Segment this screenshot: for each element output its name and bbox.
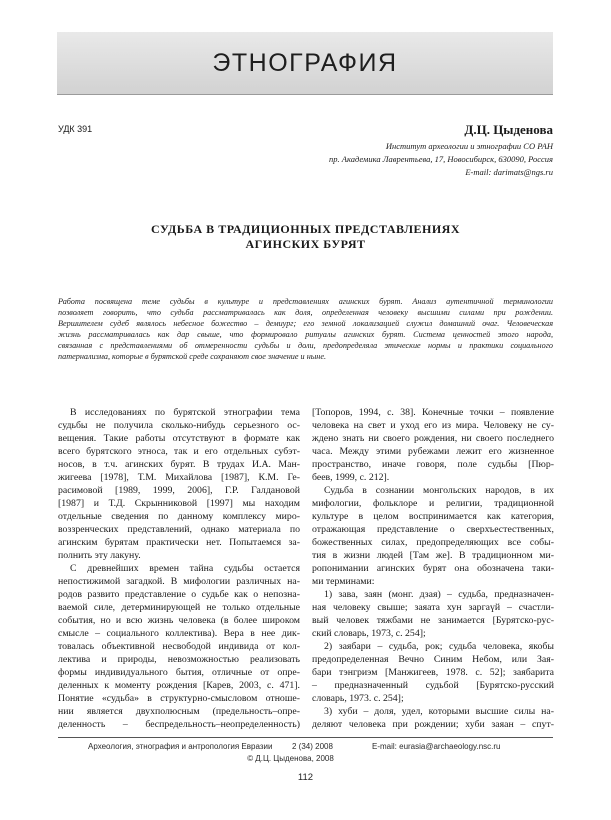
abstract-line: патернализма, которые в бурятской среде сохраняют свое значение и ныне. xyxy=(58,352,327,361)
affiliation-line: пр. Академика Лаврентьева, 17, Новосибирск, 630090, Россия xyxy=(329,154,553,164)
text-line: расимовой [1989, 1999, 2006], Г.Р. Галдановой xyxy=(58,485,300,496)
section-title: ЭТНОГРАФИЯ xyxy=(212,48,398,77)
text-line: полнить эту лакуну. xyxy=(58,550,141,561)
text-line: Понятие «судьба» в структурно-смысловом отноше- xyxy=(58,693,300,704)
article-title xyxy=(100,222,511,252)
text-line: агинским бурятам практически нет. Попытаемся за- xyxy=(58,537,300,548)
text-line: бари тэнгриэм [Манжигеев, 1978. с. 52]; заябарита xyxy=(312,667,554,678)
text-line: воззренческих представлений, однако материала по xyxy=(58,524,300,535)
section-banner xyxy=(57,32,553,95)
footer-journal-row xyxy=(58,741,553,753)
body-column-right xyxy=(312,406,554,731)
text-line: беев, 1999, с. 212]. xyxy=(312,472,390,483)
abstract-line: Работа посвящена теме судьбы в культуре и представлениях агинских бурят. Анализ аутентичной терминологии xyxy=(58,297,553,306)
text-line: ский словарь, 1973, с. 254]; xyxy=(312,628,426,639)
text-line: пространство, иначе говоря, поле судьбы [Пюр- xyxy=(312,459,554,470)
abstract-line: Вершителем судеб являлось небесное божество – демиург; его земной локализацией служил домашний очаг. Человеческая xyxy=(58,319,553,328)
text-line: тия в жизни людей [Там же]. В традиционном ми- xyxy=(312,550,554,561)
text-line: В исследованиях по бурятской этнографии тема xyxy=(70,407,300,418)
text-line: деленных к моменту рождения [Карев, 2003, с. 471]. xyxy=(58,680,300,691)
text-line: ми терминами: xyxy=(312,576,375,587)
author-affiliation xyxy=(193,140,553,179)
text-line: вещения. Такие работы отсутствуют в формате как xyxy=(58,433,300,444)
text-line: всего бурятского этноса, так и его отдельных субэт- xyxy=(58,446,300,457)
text-line: лектива и природы, невозможностью реализовать xyxy=(58,654,300,665)
text-line: – предназначенный судьбой [Бурятско-русский xyxy=(312,680,554,691)
udk-code: УДК 391 xyxy=(58,124,93,134)
text-line: 3) хуби – доля, удел, которыми высшие силы на- xyxy=(324,706,554,717)
text-line: носов, в т.ч. агинских бурят. В трудах И.А. Ман- xyxy=(58,459,300,470)
journal-email[interactable]: E-mail: eurasia@archaeology.nsc.ru xyxy=(372,742,501,751)
text-line: товалась объективной несвободой индивида от кол- xyxy=(58,641,300,652)
author-email[interactable]: E-mail: darimats@ngs.ru xyxy=(465,167,553,177)
text-line: деленность – беспредельность–неопределенность) xyxy=(58,719,300,730)
text-line: вый человек тяжбами не занимается [Бурятско-рус- xyxy=(312,615,554,626)
abstract-line: связанная с представлениями об отмеренности судьбы и доли, предопределяла этические нормы и практики социального xyxy=(58,341,553,350)
text-line: ждено знать ни своего рождения, ни своего последнего xyxy=(312,433,554,444)
text-line: смысле – социального коллектива). Вера в нее дик- xyxy=(58,628,300,639)
journal-issue: 2 (34) 2008 xyxy=(292,742,333,751)
copyright-line: © Д.Ц. Цыденова, 2008 xyxy=(247,754,334,763)
journal-name: Археология, этнография и антропология Евразии xyxy=(88,742,273,751)
text-line: отдельные сведения по данному комплексу миро- xyxy=(58,511,300,522)
text-line: родов развито представление о судьбе как о непозна- xyxy=(58,589,300,600)
text-line: [Топоров, 1994, с. 38]. Конечные точки – появление xyxy=(312,407,554,418)
text-line: 1) зава, заян (монг. дзая) – судьба, предназначен- xyxy=(324,589,554,600)
text-line: божественных силах, предопределяющих все собы- xyxy=(312,537,554,548)
text-line: ропонимании агинских бурят она обозначена таки- xyxy=(312,563,554,574)
text-line: события, но и всю жизнь человека (в более широком xyxy=(58,615,300,626)
abstract xyxy=(58,296,553,362)
text-line: словарь, 1973. с. 254]; xyxy=(312,693,404,704)
abstract-line: позволяет говорить, что судьба рассматривалась как доля, определенная человеку высшими силами при рождении. xyxy=(58,308,553,317)
title-line: АГИНСКИХ БУРЯТ xyxy=(245,237,366,251)
text-line: культуре в целом воспринимается как категория, xyxy=(312,511,554,522)
text-line: ная человеку свыше; заяата хун заргаүй – счастли- xyxy=(312,602,554,613)
text-line: часа. Между этими рубежами лежит его жизненное xyxy=(312,446,554,457)
text-line: 2) заябари – судьба, рок; судьба человека, якобы xyxy=(324,641,554,652)
text-line: ваемой силе, детерминирующей не только отдельные xyxy=(58,602,300,613)
text-line: жигеева [1978], Т.М. Михайлова [1987], К.М. Ге- xyxy=(58,472,300,483)
text-line: деляют человека при рождении; хуби заяан – спут- xyxy=(312,719,554,730)
text-line: отражающая представление о сверхъестественных, xyxy=(312,524,554,535)
affiliation-line: Институт археологии и этнографии СО РАН xyxy=(385,141,553,151)
author-name: Д.Ц. Цыденова xyxy=(464,122,553,137)
page-number: 112 xyxy=(297,772,314,783)
abstract-line: жизнь рассматривалась как дар свыше, что формировало ритуалы агинских бурят. Система ценностей этого народа, xyxy=(58,330,553,339)
title-line: СУДЬБА В ТРАДИЦИОННЫХ ПРЕДСТАВЛЕНИЯХ xyxy=(150,222,461,236)
text-line: мифологии, фольклоре и религии, традиционной xyxy=(312,498,554,509)
text-line: Судьба в сознании монгольских народов, в их xyxy=(324,485,554,496)
text-line: [1987] и Т.Д. Скрынниковой [1997] мы находим xyxy=(58,498,300,509)
text-line: С древнейших времен тайна судьбы остается xyxy=(70,563,300,574)
text-line: предопределенная Вечно Синим Небом, или Зая- xyxy=(312,654,554,665)
body-column-left xyxy=(58,406,300,731)
text-line: человека на свет и уход его из мира. Человеку не су- xyxy=(312,420,554,431)
page-footer xyxy=(58,741,553,765)
footer-rule xyxy=(58,737,553,738)
text-line: непостижимой загадкой. В мифологии различных на- xyxy=(58,576,300,587)
text-line: формы индивидуального бытия, отличные от опре- xyxy=(58,667,300,678)
text-line: судьбы не получила сколько-нибудь серьезного ос- xyxy=(58,420,300,431)
text-line: нии является двухполюсным (предельность–опре- xyxy=(58,706,300,717)
